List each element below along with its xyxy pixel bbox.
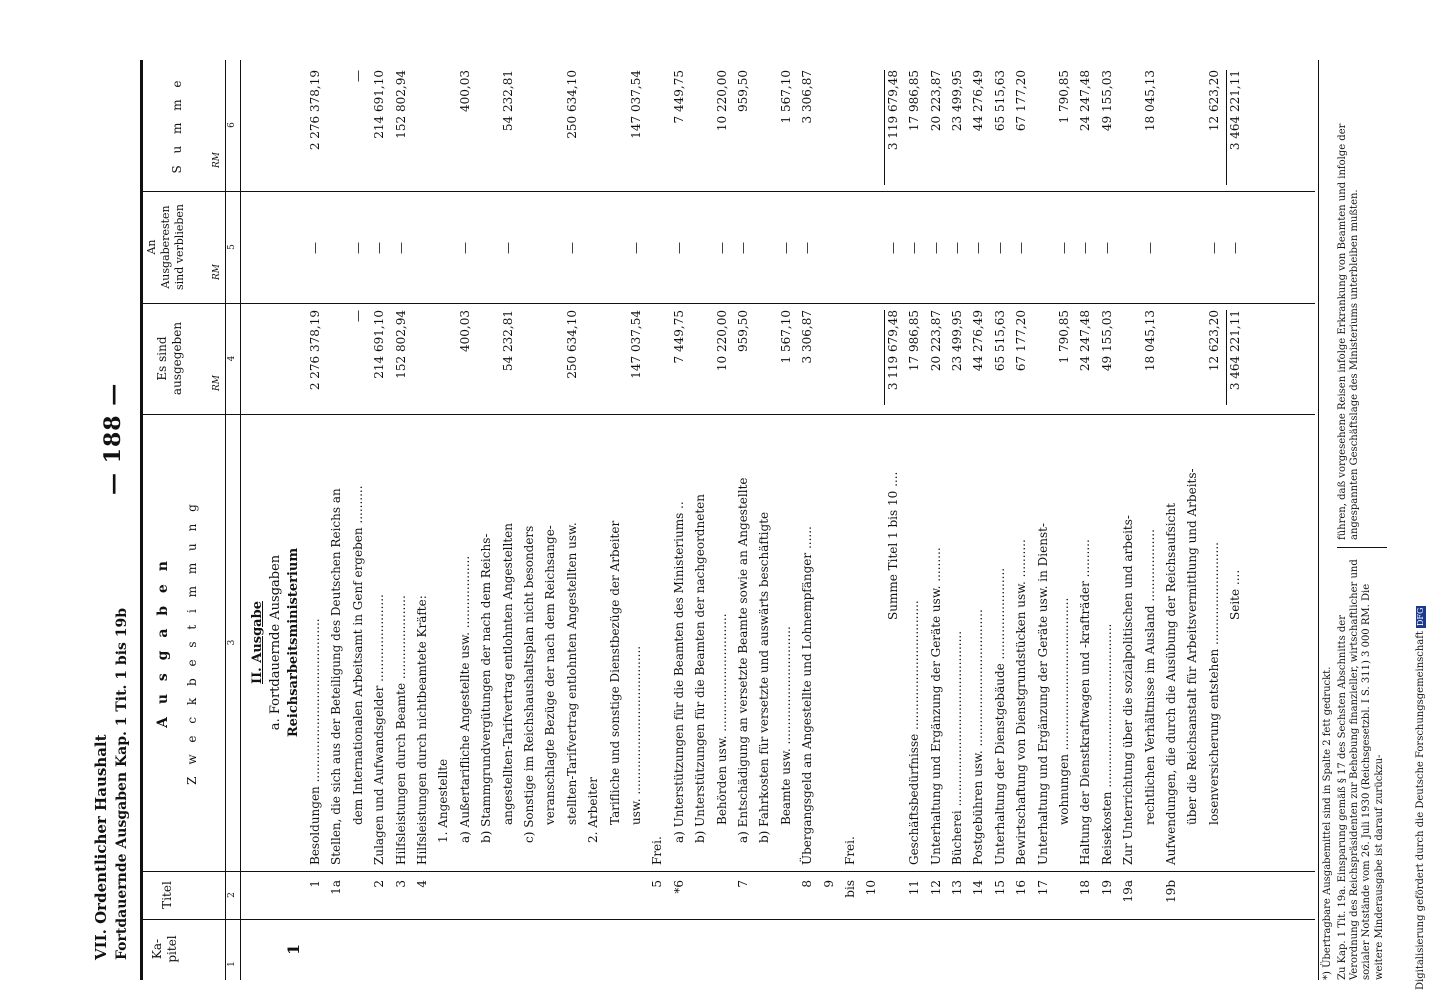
- row-titel: 4: [415, 880, 429, 888]
- row-description: Tarifliche und sonstige Dienstbezüge der Arbeiter: [607, 520, 622, 825]
- row-ausgegeben: 18 045,13: [1142, 310, 1157, 372]
- col-kapitel: Ka- pitel: [150, 935, 179, 963]
- sum-rule: [1226, 70, 1227, 185]
- colnum: 3: [227, 639, 237, 646]
- row-titel: 16: [1014, 880, 1029, 896]
- ministry-name: Reichsarbeitsministerium: [286, 547, 301, 738]
- col-divider: [140, 303, 1315, 304]
- row-description: a) Unterstützungen für die Beamten des Ministeriums ..: [671, 501, 686, 843]
- row-reste: —: [350, 242, 365, 254]
- row-reste: —: [372, 242, 387, 254]
- row-titel: 8: [800, 880, 815, 888]
- row-ausgegeben: 7 449,75: [671, 310, 686, 364]
- row-summe: —: [350, 70, 365, 82]
- row-titel: 5: [650, 880, 665, 888]
- colnum-rule: [240, 60, 241, 980]
- row-ausgegeben: 44 276,49: [971, 310, 986, 372]
- row-summe: 49 155,03: [1099, 70, 1114, 132]
- row-ausgegeben: 400,03: [457, 310, 472, 352]
- row-summe: 2 276 378,19: [308, 70, 322, 151]
- header-bottom-rule: [225, 60, 226, 980]
- row-description: Aufwendungen, die durch die Ausübung der Reichsaufsicht: [1164, 503, 1178, 865]
- row-titel: 19b: [1164, 880, 1178, 903]
- row-titel: 14: [971, 880, 986, 896]
- row-description: Übergangsgeld an Angestellte und Lohnempfänger ......: [800, 526, 815, 865]
- row-titel: 19: [1099, 880, 1114, 896]
- row-titel: 19a: [1121, 880, 1136, 903]
- col-divider: [140, 871, 1315, 872]
- row-summe: 3 464 221,11: [1228, 70, 1243, 151]
- row-reste: —: [950, 242, 964, 254]
- row-summe: 65 515,63: [992, 70, 1007, 132]
- row-titel: 15: [992, 880, 1007, 896]
- row-description: usw. .......................................: [629, 645, 643, 825]
- row-description: stellten-Tarifvertrag entlohnten Angestellten usw.: [564, 522, 579, 825]
- section-heading: II. Ausgabe: [250, 601, 265, 684]
- sum-rule: [1226, 310, 1227, 405]
- colnum: 5: [227, 244, 237, 250]
- row-description: wohnungen ........................................: [1057, 597, 1071, 825]
- row-summe: 1 567,10: [778, 70, 793, 124]
- row-description: Bewirtschaftung von Dienstgrundstücken usw. ..........: [1014, 539, 1029, 865]
- row-reste: —: [885, 242, 900, 254]
- row-description: dem Internationalen Arbeitsamt in Genf ergeben ..........: [350, 485, 365, 825]
- row-summe: 67 177,20: [1014, 70, 1029, 132]
- row-description: losenversicherung entstehen ...........................: [1206, 541, 1221, 825]
- row-ausgegeben: 23 499,95: [950, 310, 964, 372]
- row-titel: 9: [821, 880, 836, 888]
- row-summe: 147 037,54: [629, 70, 643, 139]
- row-reste: —: [1078, 242, 1093, 254]
- row-description: Bücherei ..............................................: [950, 630, 964, 865]
- row-summe: 3 119 679,48: [885, 70, 900, 151]
- row-description: Hilfsleistungen durch nichtbeamtete Kräfte:: [415, 595, 429, 865]
- table-bottom-rule: [1318, 60, 1319, 980]
- row-description: a) Außertarifliche Angestellte usw. ...................: [457, 555, 472, 843]
- row-description: Stellen, die sich aus der Beteiligung des Deutschen Reichs an: [329, 488, 344, 865]
- row-description: Seite ....: [1228, 569, 1243, 620]
- header-title: VII. Ordentlicher Haushalt: [92, 734, 110, 960]
- header-subtitle: Fortdauernde Ausgaben Kap. 1 Tit. 1 bis 19b: [114, 607, 130, 960]
- row-summe: 7 449,75: [671, 70, 686, 124]
- row-description: b) Stammgrundvergütungen der nach dem Reichs-: [479, 533, 494, 843]
- row-description: Zulagen und Aufwandsgelder .......................: [372, 594, 387, 865]
- row-ausgegeben: 3 464 221,11: [1228, 310, 1243, 391]
- row-ausgegeben: 250 634,10: [564, 310, 579, 379]
- col-summe: S u m m e: [170, 76, 184, 174]
- row-ausgegeben: 1 790,85: [1057, 310, 1071, 364]
- row-ausgegeben: 152 802,94: [393, 310, 408, 379]
- row-ausgegeben: 24 247,48: [1078, 310, 1093, 372]
- row-description: veranschlagte Bezüge der nach dem Reichsange-: [543, 525, 558, 825]
- row-summe: 400,03: [457, 70, 472, 112]
- row-description: 1. Angestellte: [436, 758, 451, 843]
- row-description: angestellten-Tarifvertrag entlohnten Angestellten: [500, 523, 515, 825]
- row-reste: —: [1014, 242, 1029, 254]
- row-ausgegeben: 959,50: [736, 310, 750, 352]
- row-description: Haltung der Dienstkraftwagen und -krafträder ..........: [1078, 539, 1093, 865]
- row-summe: 10 220,00: [714, 70, 729, 132]
- row-titel: 7: [736, 880, 750, 888]
- colnum: 6: [227, 122, 237, 128]
- row-titel: bis: [843, 880, 857, 898]
- row-summe: 54 232,81: [500, 70, 515, 132]
- row-reste: —: [1142, 242, 1157, 254]
- unit-label: RM: [212, 375, 222, 391]
- row-reste: —: [671, 242, 686, 254]
- row-summe: 214 691,10: [372, 70, 387, 139]
- row-description: über die Reichsanstalt für Arbeitsvermittlung und Arbeits-: [1185, 468, 1200, 825]
- col-titel: Titel: [160, 881, 174, 909]
- row-ausgegeben: 3 119 679,48: [885, 310, 900, 391]
- col-divider: [140, 191, 1315, 192]
- row-ausgegeben: 1 567,10: [778, 310, 793, 364]
- row-titel: 18: [1078, 880, 1093, 896]
- row-ausgegeben: 65 515,63: [992, 310, 1007, 372]
- row-summe: 44 276,49: [971, 70, 986, 132]
- colnum: 1: [227, 961, 237, 967]
- row-reste: —: [564, 242, 579, 254]
- unit-label: RM: [212, 152, 222, 168]
- row-titel: 2: [372, 880, 387, 888]
- row-titel: 13: [950, 880, 964, 896]
- row-ausgegeben: 2 276 378,19: [308, 310, 322, 391]
- row-ausgegeben: 20 223,87: [928, 310, 943, 372]
- row-summe: 3 306,87: [800, 70, 815, 124]
- row-reste: —: [928, 242, 943, 254]
- row-ausgegeben: 17 986,85: [907, 310, 922, 372]
- row-titel: 1: [308, 880, 322, 888]
- row-ausgegeben: 147 037,54: [629, 310, 643, 379]
- row-ausgegeben: 54 232,81: [500, 310, 515, 372]
- footnote-star: *) Übertragbare Ausgabemittel sind in Spalte 2 fett gedruckt.: [1322, 666, 1333, 980]
- row-reste: —: [308, 242, 322, 254]
- row-summe: 152 802,94: [393, 70, 408, 139]
- row-reste: —: [1228, 242, 1243, 254]
- row-reste: —: [714, 242, 729, 254]
- row-titel: 3: [393, 880, 408, 888]
- row-description: Zur Unterrichtung über die sozialpolitischen und arbeits-: [1121, 515, 1136, 865]
- kapitel-number: 1: [284, 943, 303, 955]
- col-divider: [140, 414, 1315, 415]
- row-description: b) Unterstützungen für die Beamten der nachgeordneten: [693, 494, 708, 843]
- row-description: Unterhaltung und Ergänzung der Geräte usw. in Dienst-: [1035, 522, 1050, 865]
- row-reste: —: [393, 242, 408, 254]
- row-titel: 1a: [329, 880, 344, 895]
- row-ausgegeben: 10 220,00: [714, 310, 729, 372]
- row-ausgegeben: —: [350, 310, 365, 322]
- row-description: Reisekosten ...........................................: [1099, 623, 1114, 865]
- row-description: Frei.: [843, 836, 857, 865]
- row-summe: 17 986,85: [907, 70, 922, 132]
- sum-rule: [884, 70, 885, 185]
- row-summe: 250 634,10: [564, 70, 579, 139]
- row-ausgegeben: 3 306,87: [800, 310, 815, 364]
- table-top-rule: [140, 60, 143, 980]
- row-description: a) Entschädigung an versetzte Beamte sowie an Angestellte: [736, 477, 750, 843]
- row-reste: —: [800, 242, 815, 254]
- page-number: — 188 —: [100, 382, 126, 495]
- row-summe: 1 790,85: [1057, 70, 1071, 124]
- row-summe: 20 223,87: [928, 70, 943, 132]
- row-ausgegeben: 214 691,10: [372, 310, 387, 379]
- row-ausgegeben: 12 623,20: [1206, 310, 1221, 372]
- row-description: 2. Arbeiter: [586, 777, 601, 843]
- dfg-logo: DFG: [1416, 607, 1425, 626]
- row-titel: 17: [1035, 880, 1050, 896]
- footnote-left: Zu Kap. 1 Tit. 19a. Einsparung gemäß § 17 des Sechsten Abschnitts der Verordnung des Reichspräsidenten zur Behebung finanzieller, wirtschaftlicher und sozialer Notstände vom 26. Juli 1930 (Reichsgesetzbl. I S. 311) 3 000 RM. Die weitere Minderausgabe ist darauf zurückzu-: [1337, 559, 1385, 980]
- row-reste: —: [778, 242, 793, 254]
- row-reste: —: [907, 242, 922, 254]
- colnum: 2: [227, 892, 237, 898]
- unit-label: RM: [212, 264, 222, 280]
- row-reste: —: [629, 242, 643, 254]
- row-ausgegeben: 67 177,20: [1014, 310, 1029, 372]
- row-description: Unterhaltung der Dienstgebäude ........................: [992, 567, 1007, 865]
- digitization-credit-text: Digitalisierung gefördert durch die Deutsche Forschungsgemeinschaft: [1415, 631, 1426, 990]
- sum-rule: [884, 310, 885, 405]
- row-titel: 11: [907, 880, 922, 896]
- footnote-right: führen, daß vorgesehene Reisen infolge Erkrankung von Beamten und infolge der angespannten Geschäftslage des Ministeriums unterbleiben mußten.: [1337, 123, 1361, 540]
- row-description: Frei.: [650, 836, 665, 865]
- row-description: Besoldungen ...........................................: [308, 618, 322, 865]
- row-reste: —: [500, 242, 515, 254]
- row-reste: —: [971, 242, 986, 254]
- row-description: rechtlichen Verhältnisse im Ausland ...................: [1142, 529, 1157, 825]
- row-description: Beamte usw. ...............................: [778, 626, 793, 825]
- row-reste: —: [457, 242, 472, 254]
- row-reste: —: [1057, 242, 1071, 254]
- row-summe: 12 623,20: [1206, 70, 1221, 132]
- row-ausgegeben: 49 155,03: [1099, 310, 1114, 372]
- row-summe: 24 247,48: [1078, 70, 1093, 132]
- col-zweck: Z w e c k b e s t i m m u n g: [185, 500, 199, 785]
- digitization-credit: [1415, 606, 1428, 990]
- row-summe: 23 499,95: [950, 70, 964, 132]
- row-reste: —: [736, 242, 750, 254]
- row-description: b) Fahrkosten für versetzte und auswärts beschäftigte: [757, 511, 772, 843]
- col-ausgegeben: Es sind ausgegeben: [155, 321, 184, 396]
- row-summe: 18 045,13: [1142, 70, 1157, 132]
- section-sub: a. Fortdauernde Ausgaben: [268, 554, 283, 731]
- row-description: Unterhaltung und Ergänzung der Geräte usw. .........: [928, 547, 943, 865]
- row-titel: 12: [928, 880, 943, 896]
- row-description: c) Sonstige im Reichshaushaltsplan nicht besonders: [522, 525, 536, 843]
- row-titel: *6: [671, 880, 686, 894]
- row-titel: 10: [864, 880, 879, 896]
- row-description: Hilfsleistungen durch Beamte ......................: [393, 595, 408, 865]
- colnum: 4: [227, 355, 237, 362]
- row-description: Postgebühren usw. ....................................: [971, 609, 986, 865]
- col-ausgaben: A u s g a b e n: [155, 557, 171, 728]
- col-divider: [140, 919, 1315, 920]
- row-description: Geschäftsbedürfnisse ..................................: [907, 600, 922, 865]
- row-description: Summe Titel 1 bis 10 ....: [885, 471, 900, 620]
- row-reste: —: [1206, 242, 1221, 254]
- col-reste: An Ausgaberesten sind verblieben: [145, 204, 186, 290]
- row-summe: 959,50: [736, 70, 750, 112]
- row-reste: —: [992, 242, 1007, 254]
- row-description: Behörden usw. ...............................: [714, 613, 729, 825]
- row-reste: —: [1099, 242, 1114, 254]
- footnote-divider: [1337, 547, 1387, 548]
